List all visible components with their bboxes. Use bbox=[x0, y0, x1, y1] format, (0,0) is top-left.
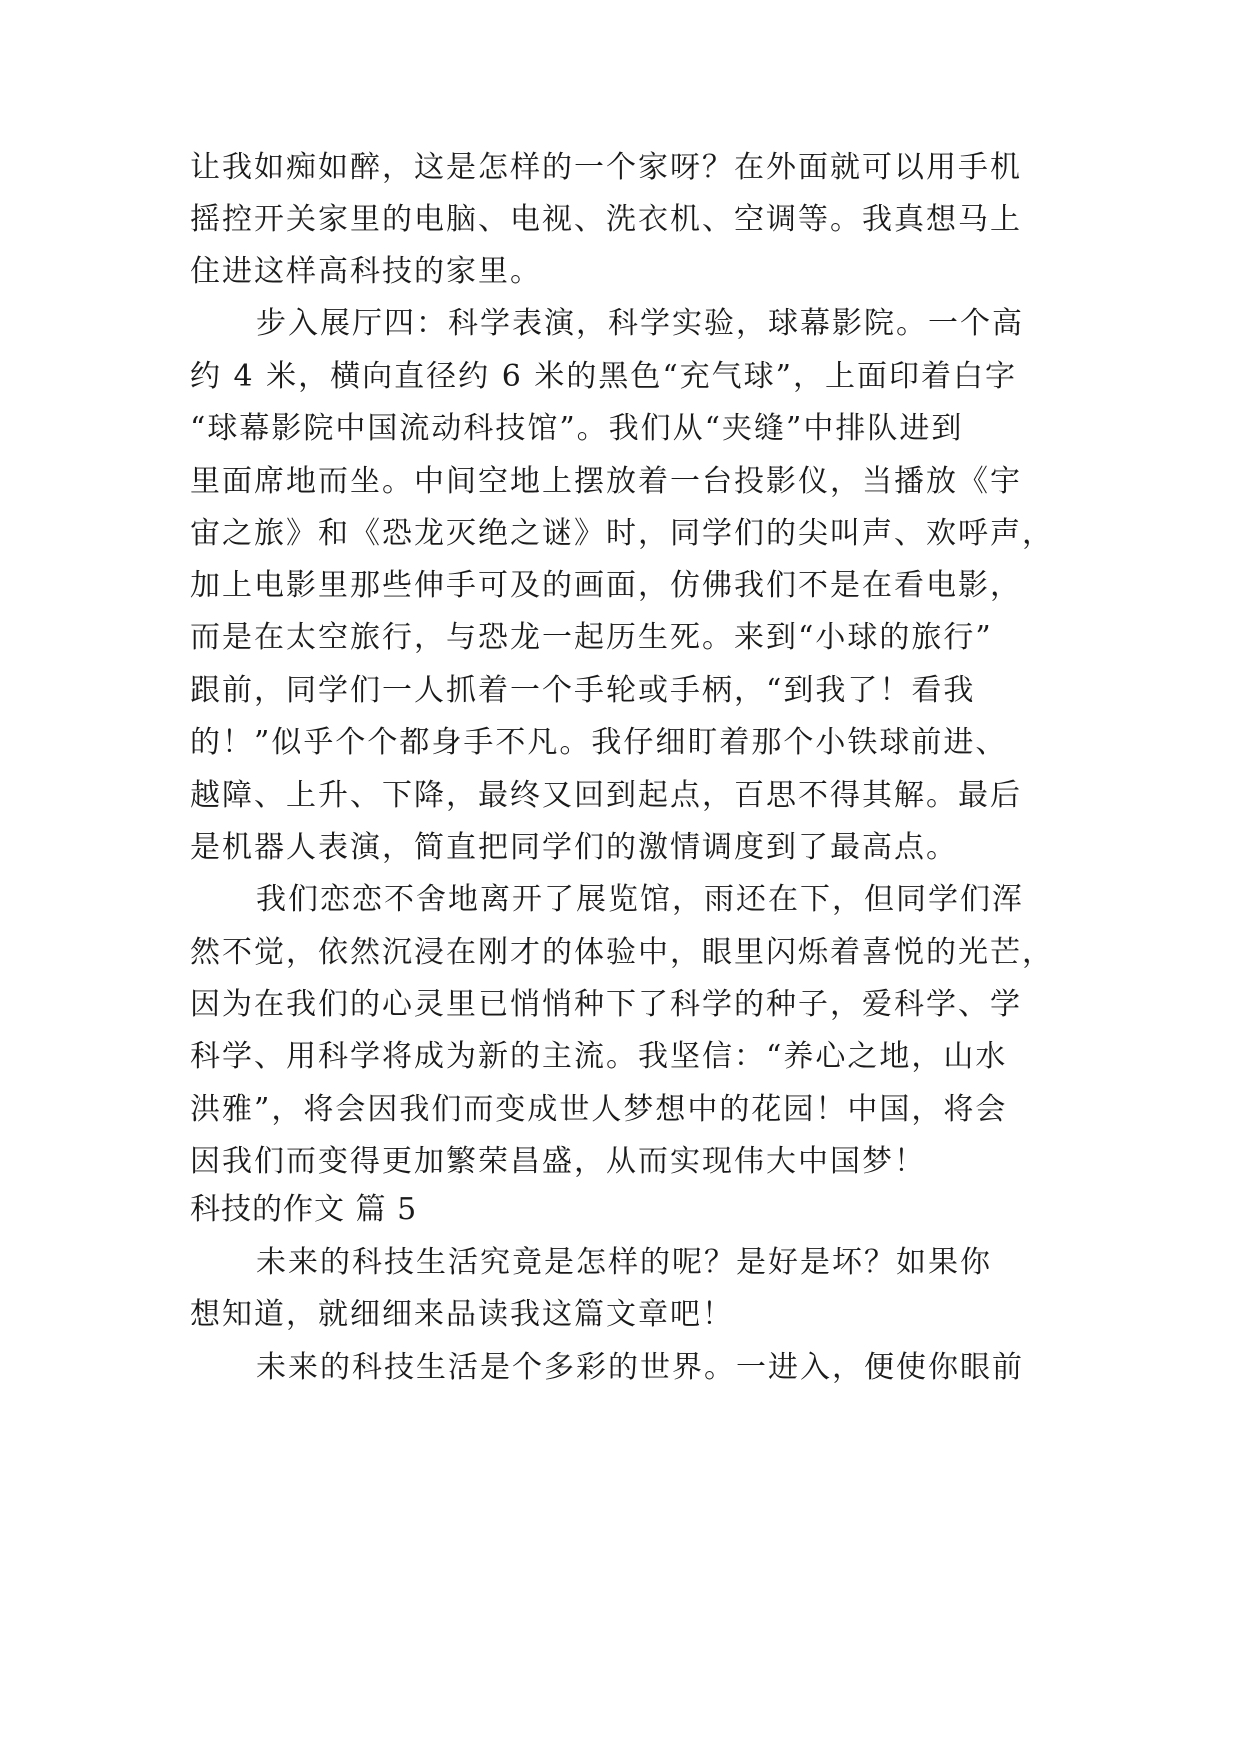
text-line: 跟前，同学们一人抓着一个手轮或手柄，“到我了！看我 bbox=[190, 673, 976, 708]
text-line: 让我如痴如醉，这是怎样的一个家呀？在外面就可以用手机 bbox=[190, 150, 1022, 185]
text-line: 的！”似乎个个都身手不凡。我仔细盯着那个小铁球前进、 bbox=[190, 725, 1008, 760]
text-line: 里面席地而坐。中间空地上摆放着一台投影仪，当播放《宇 bbox=[190, 464, 1022, 499]
text-line: 住进这样高科技的家里。 bbox=[190, 254, 542, 289]
text-line: 摇控开关家里的电脑、电视、洗衣机、空调等。我真想马上 bbox=[190, 202, 1022, 237]
text-line: 是机器人表演，简直把同学们的激情调度到了最高点。 bbox=[190, 830, 958, 865]
text-line: 宙之旅》和《恐龙灭绝之谜》时，同学们的尖叫声、欢呼声， bbox=[190, 516, 1054, 551]
paragraph-first-line: 未来的科技生活究竟是怎样的呢？是好是坏？如果你 bbox=[256, 1245, 992, 1280]
text-line: 洪雅”，将会因我们而变成世人梦想中的花园！中国，将会 bbox=[190, 1092, 1008, 1127]
paragraph-first-line: 步入展厅四：科学表演，科学实验，球幕影院。一个高 bbox=[256, 306, 1024, 341]
text-line: “球幕影院中国流动科技馆”。我们从“夹缝”中排队进到 bbox=[190, 411, 964, 446]
text-line: 想知道，就细细来品读我这篇文章吧！ bbox=[190, 1297, 734, 1332]
paragraph-first-line: 未来的科技生活是个多彩的世界。一进入，便使你眼前 bbox=[256, 1350, 1024, 1385]
text-line: 约 4 米，横向直径约 6 米的黑色“充气球”，上面印着白字 bbox=[190, 359, 1017, 394]
text-line: 因我们而变得更加繁荣昌盛，从而实现伟大中国梦！ bbox=[190, 1144, 926, 1179]
section-heading: 科技的作文 篇 5 bbox=[190, 1192, 418, 1227]
text-line: 科学、用科学将成为新的主流。我坚信：“养心之地，山水 bbox=[190, 1039, 1008, 1074]
text-line: 因为在我们的心灵里已悄悄种下了科学的种子，爱科学、学 bbox=[190, 987, 1022, 1022]
paragraph-first-line: 我们恋恋不舍地离开了展览馆，雨还在下，但同学们浑 bbox=[256, 882, 1024, 917]
text-line: 越障、上升、下降，最终又回到起点，百思不得其解。最后 bbox=[190, 778, 1022, 813]
text-line: 加上电影里那些伸手可及的画面，仿佛我们不是在看电影， bbox=[190, 568, 1022, 603]
text-line: 而是在太空旅行，与恐龙一起历生死。来到“小球的旅行” bbox=[190, 620, 993, 655]
text-line: 然不觉，依然沉浸在刚才的体验中，眼里闪烁着喜悦的光芒， bbox=[190, 935, 1054, 970]
